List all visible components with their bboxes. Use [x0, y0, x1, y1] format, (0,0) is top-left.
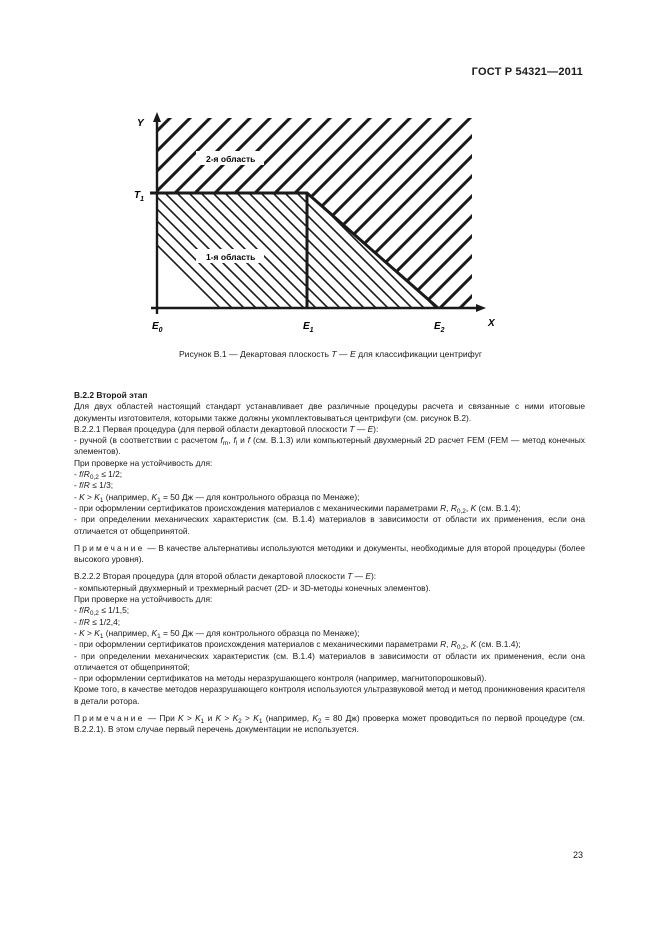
procedure-1-cond-2: - f/R ≤ 1/3; [74, 480, 114, 491]
procedure-1-cond-3: - $K > K_1$ (например, $K_1 = 50$ Дж — для контрольного образца по Менаже); [74, 491, 360, 504]
region-2-label: 2-я область [206, 154, 256, 164]
procedure-1-check: При проверке на устойчивость для: [74, 457, 213, 468]
e2-label: $E_2$ [434, 321, 445, 334]
region-1-label: 1-я область [206, 252, 256, 262]
e0-label: $E_0$ [152, 321, 163, 334]
procedure-2-cond-5: - при определении механических характеристик (см. В.1.4) материалов в зависимости от области их применения, если она отличается от общепринятой; [74, 650, 585, 672]
page-number: 23 [572, 850, 583, 860]
procedure-2-cond-3: - $K > K_1$ (например, $K_1 = 50$ Дж — для контрольного образца по Менаже); [74, 627, 360, 640]
procedure-2-item-1: - компьютерный двухмерный и трехмерный расчет (2D- и 3D-методы конечных элементов). [74, 582, 431, 593]
e1-label: $E_1$ [303, 321, 314, 334]
t1-label: $T_1$ [134, 190, 145, 203]
x-axis-label: X [488, 318, 495, 329]
figure-caption: Рисунок В.1 — Декартовая плоскость T — E для классификации центрифуг [178, 349, 483, 359]
cartesian-plane-diagram [120, 108, 520, 343]
procedure-2-cond-4: - при оформлении сертификатов происхождения материалов с механическими параметрами R, $R_{0,2}$, K (см. В.1.4); [74, 639, 521, 652]
figure-cartesian-plane [120, 108, 520, 343]
procedure-2-cond-6: - при оформлении сертификатов на методы неразрушающего контроля (например, магнитопорошковый). [74, 673, 487, 684]
procedure-2-check: При проверке на устойчивость для: [74, 594, 213, 605]
y-axis-label: Y [137, 118, 144, 129]
intro-paragraph: Для двух областей настоящий стандарт устанавливает две различные процедуры расчета и связанные с ними итоговые документы изготовителя, которыми также должны укомплектовываться центрифуги (см. рисунок В.2). [74, 401, 585, 423]
procedure-1-cond-1: - $f/R_{0,2} \le 1/2$; [74, 469, 123, 482]
procedure-2-note: Примечание — При $K > K_1$ и $K > K_2 > K_1$ (например, $K_2 = 80$ Дж) проверка может проводиться по первой процедуре (см. В.2.2.1). В этом случае первый перечень документации не используется. [74, 713, 585, 735]
procedure-1-cond-5: - при определении механических характеристик (см. В.1.4) материалов в зависимости от области их применения, если она отличается от общепринятой. [74, 514, 585, 536]
procedure-2-title: В.2.2.2 Вторая процедура (для второй области декартовой плоскости T — E): [74, 571, 377, 582]
procedure-1-cond-4: - при оформлении сертификатов происхождения материалов с механическими параметрами R, $R_{0,2}$, K (см. В.1.4); [74, 502, 521, 515]
procedure-2-extra: Кроме того, в качестве методов неразрушающего контроля используются ультразвуковой метод и метод проникновения красителя в детали ротора. [74, 684, 585, 706]
procedure-2-cond-2: - f/R ≤ 1/2,4; [74, 616, 121, 627]
procedure-1-note: Примечание — В качестве альтернативы используются методики и документы, необходимые для второй процедуры (более высокого уровня). [74, 542, 585, 565]
procedure-1-manual: - ручной (в соответствии с расчетом $f_m$, $f_l$ и f (см. В.1.3) или компьютерный двухмерный 2D расчет FEM (FEM — метод конечных элементов). [74, 435, 585, 457]
document-header: ГОСТ Р 54321—2011 [471, 66, 583, 78]
section-heading: В.2.2 Второй этап [74, 390, 148, 400]
procedure-2-cond-1: - $f/R_{0,2} \le 1/1,5$; [74, 605, 130, 618]
section-body [74, 390, 585, 736]
procedure-1-title: В.2.2.1 Первая процедура (для первой области декартовой плоскости T — E): [74, 423, 379, 434]
